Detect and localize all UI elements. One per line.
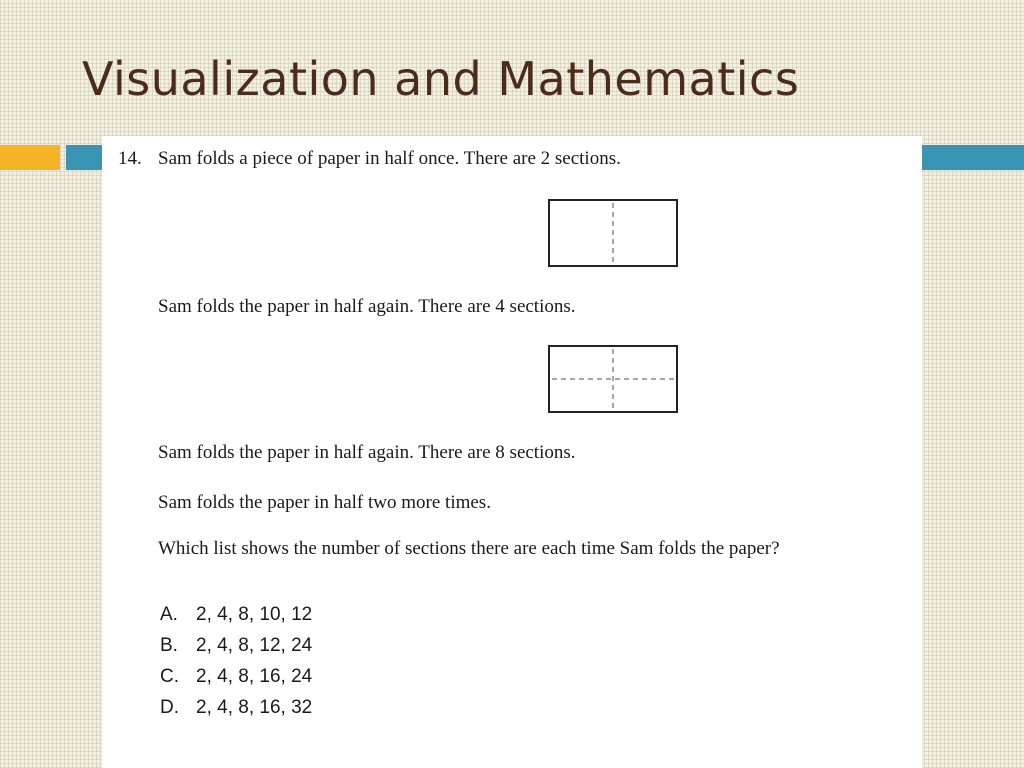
answer-choice-d[interactable] [160,692,312,723]
problem-question: Which list shows the number of sections there are each time Sam folds the paper? [158,538,780,559]
choice-letter: C. [160,666,179,687]
problem-panel [102,136,922,768]
problem-text-3: Sam folds the paper in half again. There are 8 sections. [158,442,576,463]
problem-number: 14. [118,148,142,169]
problem-text-1: Sam folds a piece of paper in half once. There are 2 sections. [158,148,621,169]
choice-letter: A. [160,604,178,625]
choice-text: 2, 4, 8, 16, 24 [196,666,313,687]
answer-choice-a[interactable] [160,599,312,630]
problem-text-2: Sam folds the paper in half again. There are 4 sections. [158,296,576,317]
answer-choice-b[interactable] [160,630,312,661]
choice-text: 2, 4, 8, 16, 32 [196,697,313,718]
accent-bar-teal-left [66,145,102,170]
accent-bar-teal-right [920,145,1024,170]
slide-title: Visualization and Mathematics [82,52,800,106]
folded-paper-four-sections [548,345,678,413]
choice-text: 2, 4, 8, 12, 24 [196,635,313,656]
accent-bar-orange [0,145,60,170]
answer-choices [160,599,312,723]
answer-choice-c[interactable] [160,661,312,692]
choice-letter: D. [160,697,179,718]
choice-letter: B. [160,635,178,656]
choice-text: 2, 4, 8, 10, 12 [196,604,313,625]
folded-paper-two-sections [548,199,678,267]
problem-text-4: Sam folds the paper in half two more times. [158,492,491,513]
